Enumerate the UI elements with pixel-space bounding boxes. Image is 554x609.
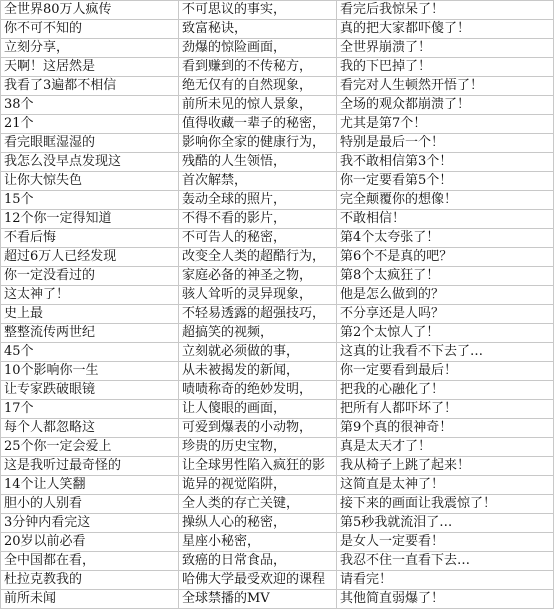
table-row <box>1 58 554 77</box>
table-body <box>1 1 554 609</box>
cell-subject[interactable]: 残酷的人生领悟， <box>179 153 337 172</box>
table-row <box>1 533 554 552</box>
cell-reaction[interactable]: 全场的观众都崩溃了！ <box>337 96 554 115</box>
cell-subject[interactable]: 致富秘诀， <box>179 20 337 39</box>
cell-opening[interactable]: 我看了3遍都不相信 <box>1 77 179 96</box>
cell-opening[interactable]: 不看后悔 <box>1 229 179 248</box>
cell-subject[interactable]: 首次解禁， <box>179 172 337 191</box>
cell-reaction[interactable]: 尤其是第7个！ <box>337 115 554 134</box>
table-row <box>1 1 554 20</box>
cell-opening[interactable]: 超过6万人已经发现 <box>1 248 179 267</box>
table-row <box>1 39 554 58</box>
cell-reaction[interactable]: 是女人一定要看！ <box>337 533 554 552</box>
cell-subject[interactable]: 让人傻眼的画面， <box>179 400 337 419</box>
cell-reaction[interactable]: 完全颠覆你的想像！ <box>337 191 554 210</box>
cell-subject[interactable]: 骇人耸听的灵异现象， <box>179 286 337 305</box>
cell-reaction[interactable]: 你一定要看到最后！ <box>337 362 554 381</box>
cell-subject[interactable]: 从未被揭发的新闻， <box>179 362 337 381</box>
cell-reaction[interactable]: 其他简直弱爆了！ <box>337 590 554 609</box>
cell-subject[interactable]: 可爱到爆表的小动物， <box>179 419 337 438</box>
cell-opening[interactable]: 17个 <box>1 400 179 419</box>
cell-opening[interactable]: 我怎么没早点发现这 <box>1 153 179 172</box>
table-row <box>1 457 554 476</box>
cell-reaction[interactable]: 真的把大家都吓傻了！ <box>337 20 554 39</box>
table-row <box>1 495 554 514</box>
table-row <box>1 362 554 381</box>
cell-reaction[interactable]: 特别是最后一个！ <box>337 134 554 153</box>
table-row <box>1 514 554 533</box>
cell-opening[interactable]: 立刻分享， <box>1 39 179 58</box>
table-row <box>1 571 554 590</box>
cell-opening[interactable]: 25个你一定会爱上 <box>1 438 179 457</box>
table-row <box>1 153 554 172</box>
table-row <box>1 343 554 362</box>
cell-opening[interactable]: 14个让人笑翻 <box>1 476 179 495</box>
cell-subject[interactable]: 前所未见的惊人景象， <box>179 96 337 115</box>
cell-reaction[interactable]: 第9个真的很神奇！ <box>337 419 554 438</box>
cell-reaction[interactable]: 看完后我惊呆了！ <box>337 1 554 20</box>
cell-opening[interactable]: 这是我听过最奇怪的 <box>1 457 179 476</box>
cell-reaction[interactable]: 接下来的画面让我震惊了！ <box>337 495 554 514</box>
table-row <box>1 191 554 210</box>
cell-subject[interactable]: 不可告人的秘密， <box>179 229 337 248</box>
cell-opening[interactable]: 你一定没看过的 <box>1 267 179 286</box>
table-row <box>1 77 554 96</box>
cell-opening[interactable]: 这太神了！ <box>1 286 179 305</box>
cell-reaction[interactable]: 这真的让我看不下去了… <box>337 343 554 362</box>
cell-subject[interactable]: 值得收藏一辈子的秘密， <box>179 115 337 134</box>
table-row <box>1 324 554 343</box>
cell-opening[interactable]: 整整流传两世纪 <box>1 324 179 343</box>
table-row <box>1 552 554 571</box>
cell-subject[interactable]: 不得不看的影片， <box>179 210 337 229</box>
cell-reaction[interactable]: 第5秒我就流泪了… <box>337 514 554 533</box>
cell-reaction[interactable]: 第4个太夸张了！ <box>337 229 554 248</box>
cell-opening[interactable]: 每个人都忽略这 <box>1 419 179 438</box>
cell-subject[interactable]: 劲爆的惊险画面， <box>179 39 337 58</box>
cell-reaction[interactable]: 真是太天才了！ <box>337 438 554 457</box>
cell-subject[interactable]: 家庭必备的神圣之物， <box>179 267 337 286</box>
table-row <box>1 476 554 495</box>
cell-subject[interactable]: 全人类的存亡关键， <box>179 495 337 514</box>
cell-reaction[interactable]: 不敢相信！ <box>337 210 554 229</box>
cell-subject[interactable]: 超搞笑的视频， <box>179 324 337 343</box>
table-row <box>1 381 554 400</box>
cell-subject[interactable]: 让全球男性陷入疯狂的影 <box>179 457 337 476</box>
table-row <box>1 400 554 419</box>
cell-opening[interactable]: 10个影响你一生 <box>1 362 179 381</box>
cell-opening[interactable]: 杜拉克教我的 <box>1 571 179 590</box>
cell-reaction[interactable]: 把所有人都吓坏了！ <box>337 400 554 419</box>
table-row <box>1 248 554 267</box>
cell-opening[interactable]: 你不可不知的 <box>1 20 179 39</box>
cell-subject[interactable]: 改变全人类的超酷行为， <box>179 248 337 267</box>
cell-opening[interactable]: 史上最 <box>1 305 179 324</box>
cell-reaction[interactable]: 第8个太疯狂了！ <box>337 267 554 286</box>
table-row <box>1 210 554 229</box>
cell-opening[interactable]: 全中国都在看， <box>1 552 179 571</box>
cell-reaction[interactable]: 第6个不是真的吧？ <box>337 248 554 267</box>
cell-opening[interactable]: 45个 <box>1 343 179 362</box>
cell-reaction[interactable]: 我的下巴掉了！ <box>337 58 554 77</box>
cell-subject[interactable]: 影响你全家的健康行为， <box>179 134 337 153</box>
cell-reaction[interactable]: 第2个太惊人了！ <box>337 324 554 343</box>
table-row <box>1 96 554 115</box>
cell-opening[interactable]: 让你大惊失色 <box>1 172 179 191</box>
cell-opening[interactable]: 15个 <box>1 191 179 210</box>
cell-reaction[interactable]: 不分享还是人吗？ <box>337 305 554 324</box>
cell-opening[interactable]: 胆小的人别看 <box>1 495 179 514</box>
cell-reaction[interactable]: 我从椅子上跳了起来！ <box>337 457 554 476</box>
cell-subject[interactable]: 啧啧称奇的绝妙发明， <box>179 381 337 400</box>
cell-opening[interactable]: 12个你一定得知道 <box>1 210 179 229</box>
table-row <box>1 305 554 324</box>
table-row <box>1 115 554 134</box>
cell-reaction[interactable]: 请看完！ <box>337 571 554 590</box>
cell-reaction[interactable]: 看完对人生顿然开悟了！ <box>337 77 554 96</box>
table-row <box>1 267 554 286</box>
cell-subject[interactable]: 致癌的日常食品， <box>179 552 337 571</box>
cell-opening[interactable]: 让专家跌破眼镜 <box>1 381 179 400</box>
cell-subject[interactable]: 看到赚到的不传秘方， <box>179 58 337 77</box>
cell-opening[interactable]: 前所未闻 <box>1 590 179 609</box>
table-row <box>1 438 554 457</box>
table-row <box>1 134 554 153</box>
table-row <box>1 20 554 39</box>
cell-subject[interactable]: 轰动全球的照片， <box>179 191 337 210</box>
cell-opening[interactable]: 看完眼眶湿湿的 <box>1 134 179 153</box>
cell-reaction[interactable]: 这简直是太神了！ <box>337 476 554 495</box>
cell-reaction[interactable]: 他是怎么做到的？ <box>337 286 554 305</box>
cell-opening[interactable]: 3分钟内看完这 <box>1 514 179 533</box>
table-row <box>1 229 554 248</box>
cell-subject[interactable]: 星座小秘密， <box>179 533 337 552</box>
cell-reaction[interactable]: 全世界崩溃了！ <box>337 39 554 58</box>
cell-subject[interactable]: 立刻就必须做的事， <box>179 343 337 362</box>
table-row <box>1 590 554 609</box>
cell-subject[interactable]: 操纵人心的秘密， <box>179 514 337 533</box>
cell-opening[interactable]: 全世界80万人疯传 <box>1 1 179 20</box>
cell-subject[interactable]: 诡异的视觉陷阱， <box>179 476 337 495</box>
cell-subject[interactable]: 不可思议的事实， <box>179 1 337 20</box>
cell-subject[interactable]: 珍贵的历史宝物， <box>179 438 337 457</box>
cell-reaction[interactable]: 你一定要看第5个！ <box>337 172 554 191</box>
table-row <box>1 419 554 438</box>
cell-subject[interactable]: 哈佛大学最受欢迎的课程 <box>179 571 337 590</box>
cell-opening[interactable]: 38个 <box>1 96 179 115</box>
cell-subject[interactable]: 绝无仅有的自然现象， <box>179 77 337 96</box>
cell-reaction[interactable]: 我不敢相信第3个！ <box>337 153 554 172</box>
cell-subject[interactable]: 不轻易透露的超强技巧， <box>179 305 337 324</box>
cell-opening[interactable]: 天啊！这居然是 <box>1 58 179 77</box>
table-row <box>1 172 554 191</box>
cell-opening[interactable]: 21个 <box>1 115 179 134</box>
cell-reaction[interactable]: 我忍不住一直看下去… <box>337 552 554 571</box>
cell-reaction[interactable]: 把我的心融化了！ <box>337 381 554 400</box>
cell-opening[interactable]: 20岁以前必看 <box>1 533 179 552</box>
table-row <box>1 286 554 305</box>
cell-subject[interactable]: 全球禁播的MV <box>179 590 337 609</box>
